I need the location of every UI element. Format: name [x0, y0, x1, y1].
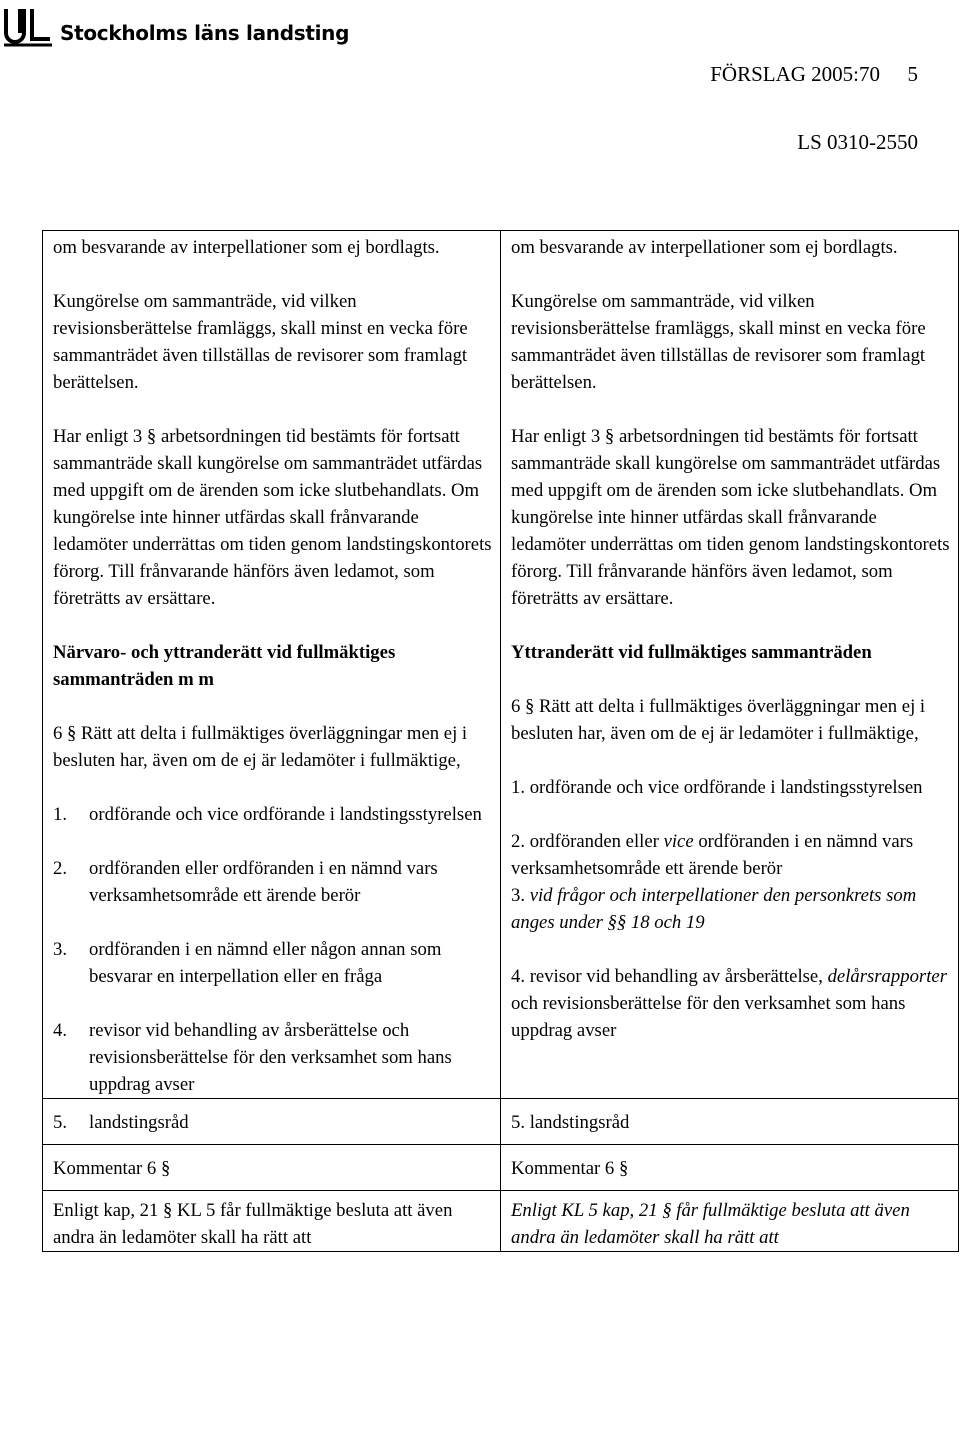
left-list-item-2: 2. ordföranden eller ordföranden i en nämnd vars verksamhetsområde ett ärende berör	[53, 858, 438, 906]
table-row	[43, 1191, 959, 1252]
right-paragraph-1: om besvarande av interpellationer som ej bordlagts.	[511, 237, 898, 258]
right-list-item-2: 2. ordföranden eller vice ordföranden i en nämnd vars verksamhetsområde ett ärende berör	[511, 831, 914, 879]
right-section-6: 6 § Rätt att delta i fullmäktiges överläggningar men ej i besluten har, även om de ej är ledamöter i fullmäktige,	[511, 696, 926, 744]
table-row	[43, 1145, 959, 1191]
logo	[2, 5, 349, 47]
document-title: FÖRSLAG 2005:70	[710, 62, 880, 86]
left-list-item-3: 3. ordföranden i en nämnd eller någon annan som besvarar en interpellation eller en fråga	[53, 939, 442, 987]
right-paragraph-2: Kungörelse om sammanträde, vid vilken revisionsberättelse framläggs, skall minst en vecka före sammanträdet även tillställas de revisorer som framlagt berättelsen.	[511, 291, 926, 393]
left-heading: Närvaro- och yttranderätt vid fullmäktiges sammanträden m m	[53, 642, 396, 690]
left-column-main	[43, 231, 501, 1099]
page-number: 5	[907, 62, 918, 86]
comparison-table	[42, 230, 959, 1252]
right-comment-text: Enligt KL 5 kap, 21 § får fullmäktige besluta att även andra än ledamöter skall ha rätt att	[501, 1191, 959, 1252]
table-row	[43, 231, 959, 1099]
right-heading: Yttranderätt vid fullmäktiges sammanträden	[511, 642, 872, 663]
right-list-item-4: 4. revisor vid behandling av årsberättelse, delårsrapporter och revisionsberättelse för den verksamhet som hans uppdrag avser	[511, 966, 947, 1041]
landsting-logo-icon	[2, 7, 54, 47]
left-paragraph-1: om besvarande av interpellationer som ej bordlagts.	[53, 237, 440, 258]
left-list-item-5: 5. landstingsråd	[43, 1099, 501, 1145]
left-comment-heading: Kommentar 6 §	[43, 1145, 501, 1191]
left-section-6: 6 § Rätt att delta i fullmäktiges överläggningar men ej i besluten har, även om de ej är ledamöter i fullmäktige,	[53, 723, 468, 771]
logo-text: Stockholms läns landsting	[60, 21, 350, 45]
right-list-item-1: 1. ordförande och vice ordförande i landstingsstyrelsen	[511, 777, 923, 798]
left-list-item-4: 4. revisor vid behandling av årsberättelse och revisionsberättelse för den verksamhet som hans uppdrag avser	[53, 1020, 452, 1095]
table-row	[43, 1099, 959, 1145]
left-comment-text: Enligt kap, 21 § KL 5 får fullmäktige besluta att även andra än ledamöter skall ha rätt att	[43, 1191, 501, 1252]
left-paragraph-2: Kungörelse om sammanträde, vid vilken revisionsberättelse framläggs, skall minst en vecka före sammanträdet även tillställas de revisorer som framlagt berättelsen.	[53, 291, 468, 393]
right-list-item-3: 3. vid frågor och interpellationer den personkrets som anges under §§ 18 och 19	[511, 885, 917, 933]
left-list-item-1: 1. ordförande och vice ordförande i landstingsstyrelsen	[53, 804, 482, 825]
right-paragraph-3: Har enligt 3 § arbetsordningen tid bestämts för fortsatt sammanträde skall kungörelse om sammanträdet utfärdas med uppgift om de ärenden som icke slutbehandlats. Om kungörelse inte hinner utfärdas skall frånvarande ledamöter underrättas om tiden genom landstingskontorets förorg. Till frånvarande hänförs även ledamot, som företrätts av ersättare.	[511, 426, 950, 609]
right-list-item-5: 5. landstingsråd	[501, 1099, 959, 1145]
right-comment-heading: Kommentar 6 §	[501, 1145, 959, 1191]
left-paragraph-3: Har enligt 3 § arbetsordningen tid bestämts för fortsatt sammanträde skall kungörelse om sammanträdet utfärdas med uppgift om de ärenden som icke slutbehandlats. Om kungörelse inte hinner utfärdas skall frånvarande ledamöter underrättas om tiden genom landstingskontorets förorg. Till frånvarande hänförs även ledamot, som företrätts av ersättare.	[53, 426, 492, 609]
document-reference: LS 0310-2550	[797, 130, 918, 154]
right-column-main	[501, 231, 959, 1099]
